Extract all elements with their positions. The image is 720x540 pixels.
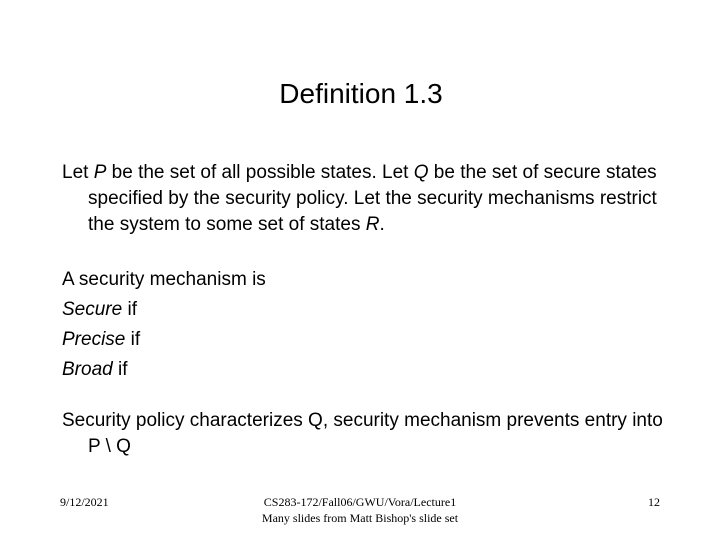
- secure-rest: if: [122, 299, 137, 320]
- definition-text-2: be the set of all possible states. Let: [106, 162, 414, 183]
- footer-course: CS283-172/Fall06/GWU/Vora/Lecture1: [263, 495, 457, 509]
- set-p: P: [93, 162, 107, 183]
- precise-rest: if: [125, 329, 141, 350]
- footer-page-number: 12: [648, 495, 660, 509]
- mechanism-list: [62, 265, 672, 385]
- broad-term: Broad: [62, 359, 113, 380]
- definition-text-4: .: [379, 214, 385, 235]
- mechanism-precise: [62, 325, 672, 355]
- set-q: Q: [413, 162, 429, 183]
- set-r: R: [365, 214, 380, 235]
- definition-text-1: Let: [62, 162, 94, 183]
- footer-credit: Many slides from Matt Bishop's slide set: [261, 511, 459, 525]
- footer-date: 9/12/2021: [60, 495, 109, 509]
- definition-text-3: be the set of secure states specified by the security policy. Let the security mechanisms restrict the system to some set of states: [88, 162, 657, 235]
- precise-term: Precise: [62, 329, 126, 350]
- definition-paragraph: [62, 160, 672, 238]
- mechanism-intro: A security mechanism is: [62, 269, 266, 290]
- footer-center: [210, 494, 510, 526]
- policy-paragraph: Security policy characterizes Q, security mechanism prevents entry into P \ Q: [62, 410, 663, 457]
- mechanism-broad: [62, 355, 672, 385]
- secure-term: Secure: [62, 299, 123, 320]
- slide-title: Definition 1.3: [279, 78, 443, 109]
- broad-rest: if: [112, 359, 128, 380]
- mechanism-secure: [62, 295, 672, 325]
